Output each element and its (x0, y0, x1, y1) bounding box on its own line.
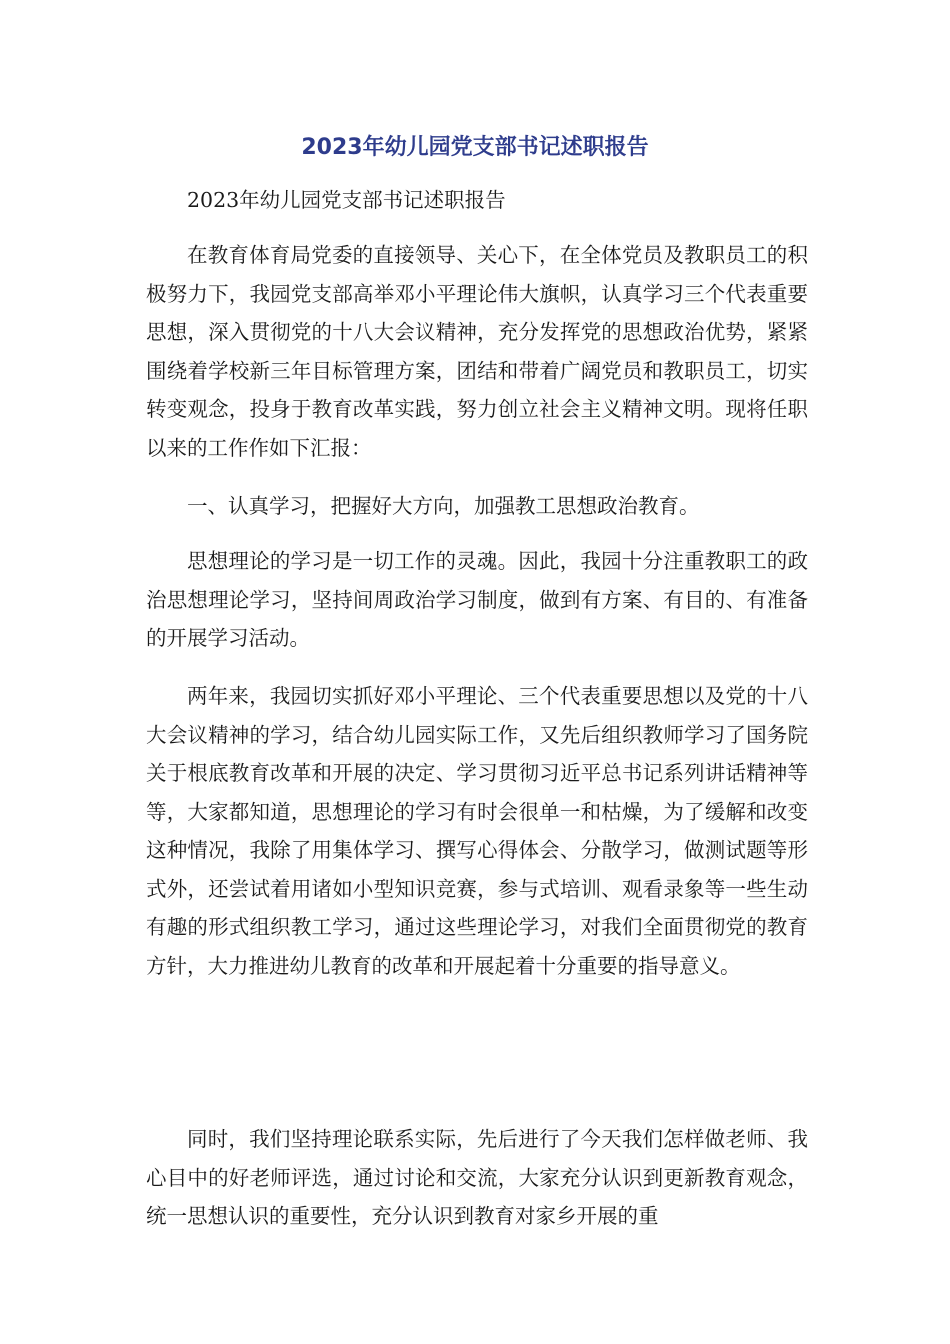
section-heading-1: 一、认真学习，把握好大方向，加强教工思想政治教育。 (187, 494, 700, 518)
paragraph-intro: 在教育体育局党委的直接领导、关心下，在全体党员及教职员工的积极努力下，我园党支部高举邓小平理论伟大旗帜，认真学习三个代表重要思想，深入贯彻党的十八大会议精神，充分发挥党的思想政治优势，紧紧围绕着学校新三年目标管理方案，团结和带着广阔党员和教职员工，切实转变观念，投身于教育改革实践，努力创立社会主义精神文明。现将任职以来的工作作如下汇报： (146, 243, 808, 460)
document-subtitle: 2023年幼儿园党支部书记述职报告 (187, 188, 506, 212)
paragraph-practice: 同时，我们坚持理论联系实际，先后进行了今天我们怎样做老师、我心目中的好老师评选，通过讨论和交流，大家充分认识到更新教育观念，统一思想认识的重要性，充分认识到教育对家乡开展的重 (146, 1127, 808, 1228)
paragraph-two-years: 两年来，我园切实抓好邓小平理论、三个代表重要思想以及党的十八大会议精神的学习，结合幼儿园实际工作，又先后组织教师学习了国务院关于根底教育改革和开展的决定、学习贯彻习近平总书记系列讲话精神等等，大家都知道，思想理论的学习有时会很单一和枯燥，为了缓解和改变这种情况，我除了用集体学习、撰写心得体会、分散学习，做测试题等形式外，还尝试着用诸如小型知识竞赛，参与式培训、观看录象等一些生动有趣的形式组织教工学习，通过这些理论学习，对我们全面贯彻党的教育方针，大力推进幼儿教育的改革和开展起着十分重要的指导意义。 (146, 684, 808, 978)
document-title: 2023年幼儿园党支部书记述职报告 (301, 135, 649, 160)
paragraph-theory: 思想理论的学习是一切工作的灵魂。因此，我园十分注重教职工的政治思想理论学习，坚持间周政治学习制度，做到有方案、有目的、有准备的开展学习活动。 (146, 549, 808, 650)
